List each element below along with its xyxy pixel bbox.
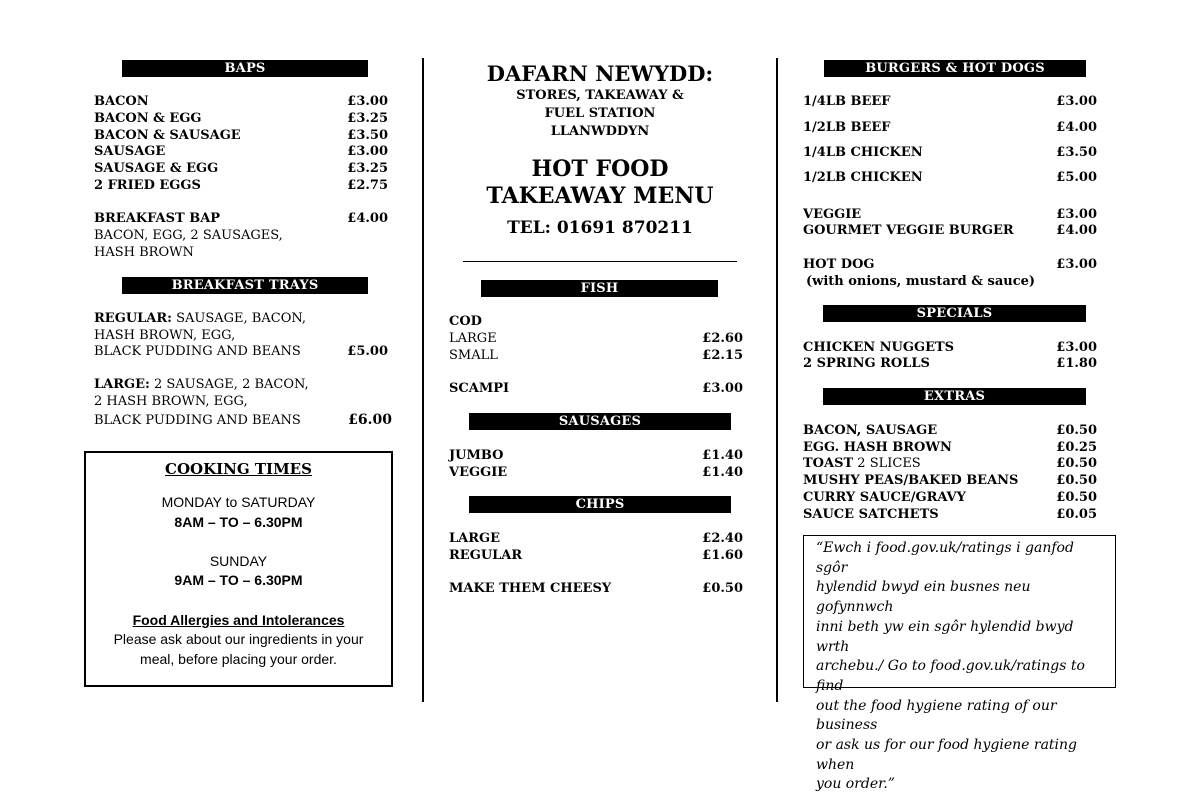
hygiene-text-line: inni beth yw ein sgôr hylendid bwyd wrth [816,618,1074,655]
hygiene-text-line: archebu./ Go to food.gov.uk/ratings to find [816,658,1085,694]
allergy-text: meal, before placing your order. [140,651,337,667]
fish-heading: FISH [481,280,718,297]
menu-item: MAKE THEM CHEESY £0.50 [449,581,743,596]
regular-tray-line: BLACK PUDDING AND BEANS £5.00 [94,344,388,359]
shop-subtitle: STORES, TAKEAWAY & [516,88,684,103]
menu-item: BACON & SAUSAGE £3.50 [94,128,388,143]
menu-item: 1/2LB BEEF £4.00 [803,120,1097,135]
regular-tray-line: HASH BROWN, EGG, [94,328,236,343]
menu-item: BACON £3.00 [94,94,388,109]
baps-heading: BAPS [122,60,368,77]
hygiene-text-line: out the food hygiene rating of our business [816,697,1057,734]
cooking-times-heading: COOKING TIMES [165,460,312,478]
sunday-label: SUNDAY [209,553,268,569]
menu-item: 2 SPRING ROLLS £1.80 [803,356,1097,371]
burgers-heading: BURGERS & HOT DOGS [824,60,1086,77]
menu-title: HOT FOOD [531,156,669,182]
menu-item: LARGE £2.40 [449,531,743,546]
menu-item: 1/2LB CHICKEN £5.00 [803,170,1097,185]
menu-item: VEGGIE £1.40 [449,465,743,480]
menu-item: TOAST 2 SLICES £0.50 [803,456,1097,471]
menu-item: SAUSAGE £3.00 [94,144,388,159]
sunday-hours: 9AM – TO – 6.30PM [174,572,303,588]
column-divider-left [422,58,424,702]
breakfast-bap-item: BREAKFAST BAP £4.00 [94,211,388,226]
menu-item: 1/4LB BEEF £3.00 [803,94,1097,109]
weekday-hours: 8AM – TO – 6.30PM [174,514,303,530]
menu-item: CURRY SAUCE/GRAVY £0.50 [803,490,1097,505]
cod-label: COD [449,314,482,329]
menu-item: MUSHY PEAS/BAKED BEANS £0.50 [803,473,1097,488]
menu-item: SMALL £2.15 [449,348,743,363]
large-tray-line: LARGE: 2 SAUSAGE, 2 BACON, [94,377,309,392]
column-divider-right [776,58,778,702]
header-rule [463,261,737,262]
menu-item: 1/4LB CHICKEN £3.50 [803,145,1097,160]
hygiene-text-line: “Ewch i food.gov.uk/ratings i ganfod sgôr [816,540,1074,576]
menu-title: TAKEAWAY MENU [486,183,714,209]
menu-item: LARGE £2.60 [449,331,743,346]
menu-item: BACON, SAUSAGE £0.50 [803,423,1097,438]
regular-tray-line: REGULAR: SAUSAGE, BACON, [94,311,307,326]
sausages-heading: SAUSAGES [469,413,731,430]
menu-item: CHICKEN NUGGETS £3.00 [803,340,1097,355]
hygiene-text-line: hylendid bwyd ein busnes neu gofynnwch [816,579,1031,616]
breakfast-bap-desc: HASH BROWN [94,245,194,260]
telephone: TEL: 01691 870211 [507,218,693,238]
large-tray-line: 2 HASH BROWN, EGG, [94,394,248,409]
menu-item: SAUCE SATCHETS £0.05 [803,507,1097,522]
hotdog-note: (with onions, mustard & sauce) [806,274,1036,289]
menu-item: SAUSAGE & EGG £3.25 [94,161,388,176]
allergy-text: Please ask about our ingredients in your [113,631,364,647]
large-tray-line: BLACK PUDDING AND BEANS £6.00 [94,412,392,428]
menu-item: EGG. HASH BROWN £0.25 [803,440,1097,455]
hygiene-text-line: you order.” [816,776,895,793]
chips-heading: CHIPS [469,496,731,513]
menu-item: 2 FRIED EGGS £2.75 [94,178,388,193]
specials-heading: SPECIALS [823,305,1086,322]
menu-item: HOT DOG £3.00 [803,257,1097,272]
shop-name: DAFARN NEWYDD: [486,61,714,86]
menu-item: VEGGIE £3.00 [803,207,1097,222]
menu-item: SCAMPI £3.00 [449,381,743,396]
weekday-label: MONDAY to SATURDAY [161,494,316,510]
shop-subtitle: FUEL STATION [544,106,656,121]
breakfast-trays-heading: BREAKFAST TRAYS [122,277,368,294]
allergy-heading: Food Allergies and Intolerances [132,612,345,628]
food-hygiene-box [803,535,1116,793]
shop-location: LLANWDDYN [550,124,650,139]
cooking-times-box [84,451,393,687]
menu-item: GOURMET VEGGIE BURGER £4.00 [803,223,1097,238]
hygiene-text-line: or ask us for our food hygiene rating when [816,737,1078,773]
breakfast-bap-desc: BACON, EGG, 2 SAUSAGES, [94,228,283,243]
extras-heading: EXTRAS [823,388,1086,405]
menu-item: BACON & EGG £3.25 [94,111,388,126]
menu-item: REGULAR £1.60 [449,548,743,563]
menu-item: JUMBO £1.40 [449,448,743,463]
